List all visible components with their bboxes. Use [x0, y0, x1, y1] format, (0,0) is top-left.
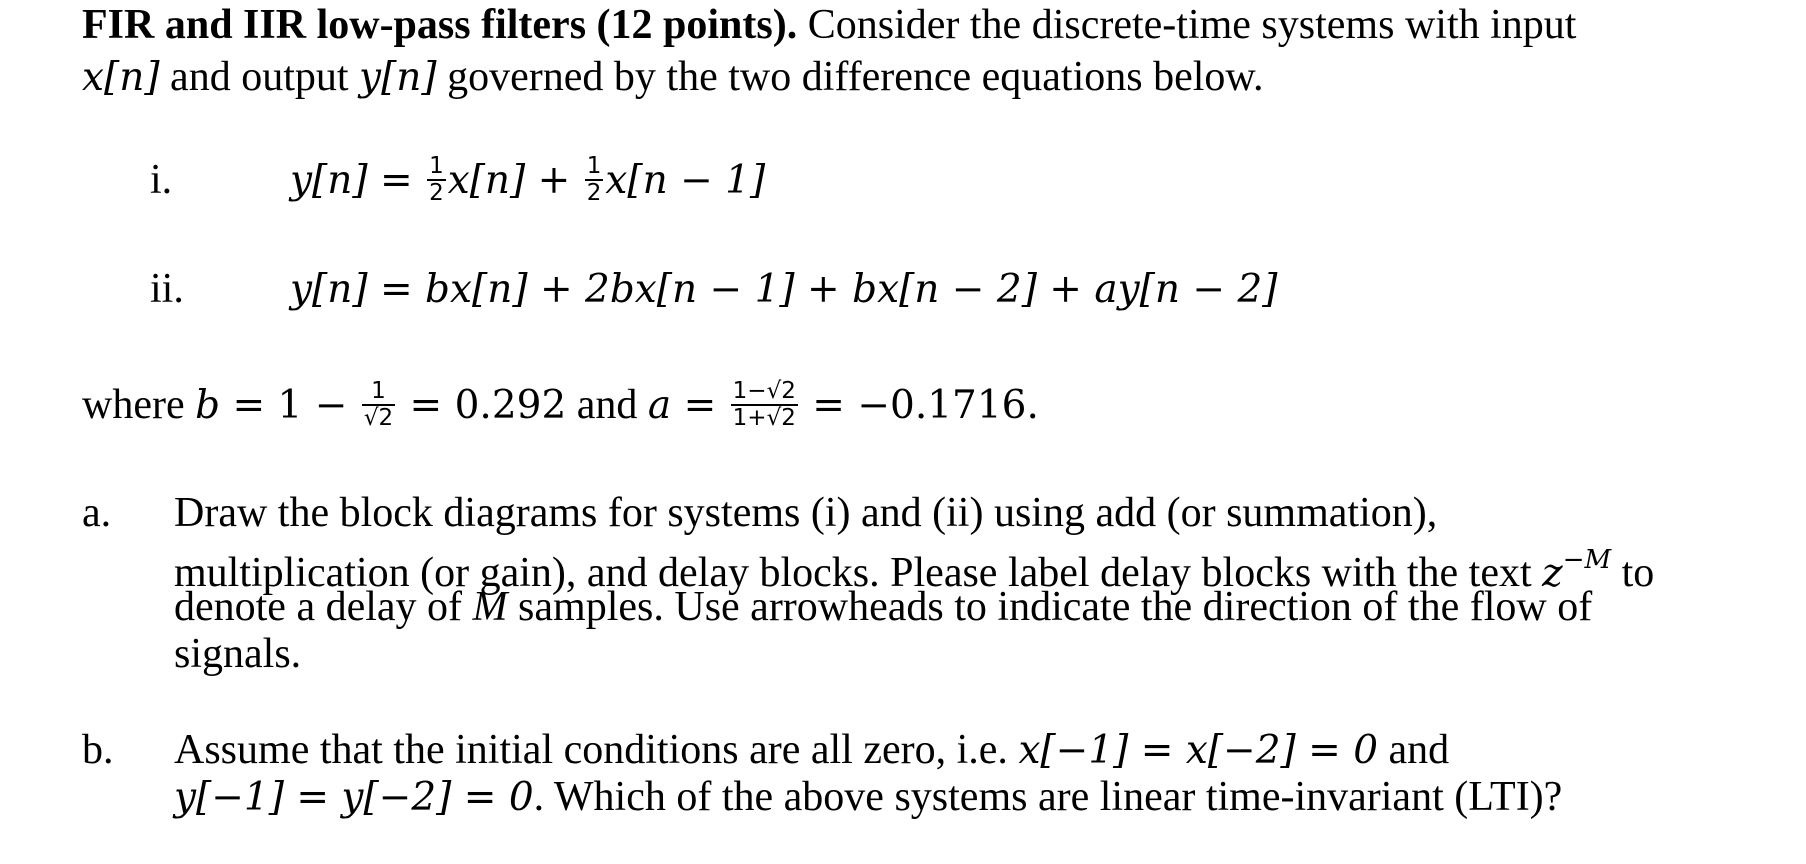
part-a-line-3-end: samples. Use arrowheads to indicate the direction of the flow of	[507, 584, 1593, 630]
eq-i-lhs: y[n] =	[290, 158, 426, 203]
part-b-line-1-end: and	[1378, 727, 1450, 773]
delay-symbol-z: z	[1542, 551, 1563, 596]
part-b-line-1	[174, 725, 1449, 776]
equation-ii-label: ii.	[150, 266, 184, 312]
part-a-label: a.	[82, 490, 112, 536]
problem-title: FIR and IIR low-pass filters (12 points).	[82, 2, 798, 48]
b-frac-den: √2	[363, 405, 394, 432]
initial-conditions-x: x[−1] = x[−2] = 0	[1018, 728, 1379, 773]
output-signal: y[n]	[359, 55, 437, 100]
part-a-line-2-end: to	[1611, 550, 1655, 596]
eq-i-frac2-den: 2	[586, 180, 602, 207]
a-fraction	[731, 379, 798, 431]
b-frac-num: 1	[362, 379, 395, 406]
eq-i-frac2-num: 1	[586, 153, 602, 180]
intro-text-2b: governed by the two difference equations below.	[436, 54, 1264, 100]
part-a-line-3-text: denote a delay of	[174, 584, 473, 630]
equation-ii	[290, 264, 1278, 315]
where-and: and	[566, 382, 648, 428]
var-a: a	[647, 383, 672, 428]
b-value: = 0.292	[397, 383, 567, 428]
delay-exponent: −M	[1562, 545, 1612, 575]
part-b-line-1-text: Assume that the initial conditions are all zero, i.e.	[174, 727, 1019, 773]
part-b-label: b.	[82, 727, 114, 773]
var-b: b	[195, 383, 221, 428]
b-equals: = 1 −	[220, 383, 360, 428]
part-b-line-2	[174, 772, 1562, 823]
input-signal: x[n]	[82, 55, 160, 100]
a-value: = −0.1716.	[799, 383, 1039, 428]
eq-i-frac1-num: 1	[429, 153, 444, 180]
initial-conditions-y: y[−1] = y[−2] = 0	[174, 775, 534, 820]
part-a-line-1: Draw the block diagrams for systems (i) and (ii) using add (or summation),	[174, 490, 1438, 536]
a-frac-den: 1+√2	[732, 405, 796, 432]
where-line	[82, 380, 1039, 434]
eq-ii-expression: y[n] = bx[n] + 2bx[n − 1] + bx[n − 2] + ay[n − 2]	[290, 267, 1278, 312]
intro-text-1: Consider the discrete-time systems with input	[797, 2, 1577, 48]
a-frac-num: 1−√2	[732, 378, 796, 405]
part-a-line-3	[174, 582, 1592, 632]
a-equals: =	[671, 383, 729, 428]
delay-count-m: M	[472, 584, 508, 630]
equation-i-label: i.	[150, 157, 173, 203]
equation-i	[290, 155, 765, 209]
part-b-line-2-text: . Which of the above systems are linear time-invariant (LTI)?	[533, 774, 1563, 820]
eq-i-fraction-2	[585, 154, 604, 206]
eq-i-fraction-1	[427, 154, 446, 206]
where-prefix: where	[82, 382, 196, 428]
b-fraction	[362, 379, 395, 431]
eq-i-frac1-den: 2	[429, 180, 444, 207]
eq-i-term-2: x[n − 1]	[605, 158, 766, 203]
eq-i-term-1: x[n] +	[447, 158, 583, 203]
part-a-line-2-text: multiplication (or gain), and delay blocks. Please label delay blocks with the text	[174, 550, 1543, 596]
part-a-line-4: signals.	[174, 631, 302, 677]
intro-text-2a: and output	[159, 54, 360, 100]
intro-line-1	[82, 0, 1576, 50]
intro-line-2	[82, 52, 1264, 103]
